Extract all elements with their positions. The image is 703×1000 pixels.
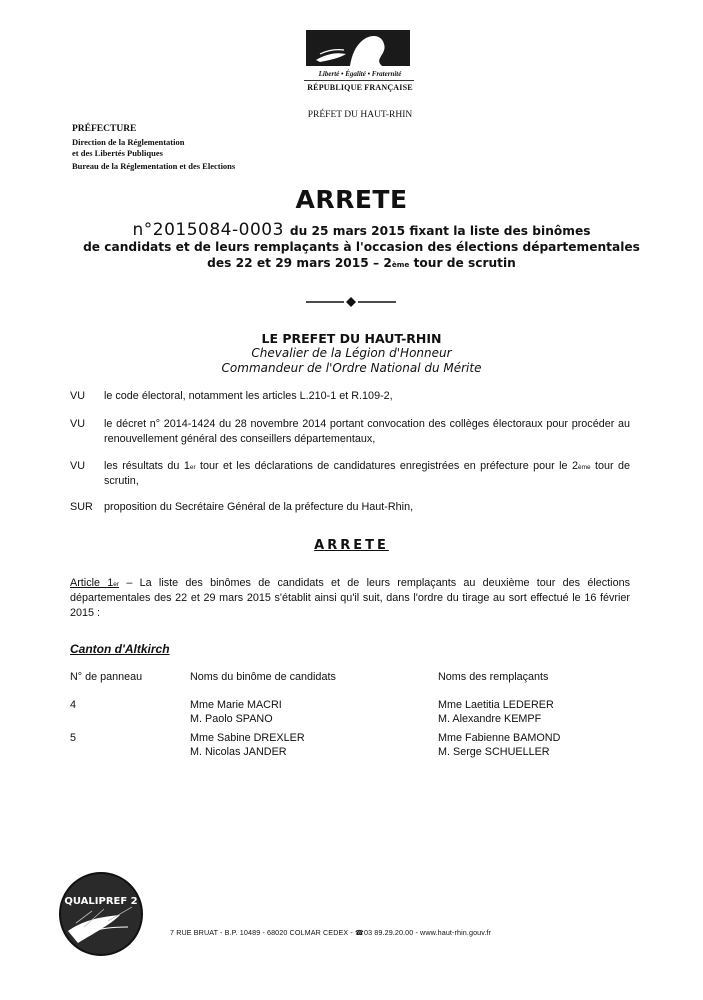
qualipref-logo xyxy=(58,871,144,957)
article-1 xyxy=(70,576,630,621)
subtitle-line-2: de candidats et de leurs remplaçants à l'occasion des élections départementales xyxy=(83,240,640,254)
consideration-item xyxy=(70,389,630,404)
substitute-name: M. Alexandre KEMPF xyxy=(438,713,542,725)
consideration-item xyxy=(70,459,630,489)
substitute-name: Mme Fabienne BAMOND xyxy=(438,732,561,744)
candidate-name: Mme Sabine DREXLER xyxy=(190,732,305,744)
document-title: ARRETE xyxy=(295,185,408,214)
prefet-header: PRÉFET DU HAUT-RHIN xyxy=(307,110,413,120)
signatory-titles xyxy=(0,346,703,376)
qualipref-text: QUALIPREF 2 xyxy=(64,896,138,907)
decree-number: n°2015084-0003 xyxy=(132,220,284,240)
substitute-name: M. Serge SCHUELLER xyxy=(438,746,550,758)
superscript: er xyxy=(113,581,120,588)
consideration-key: VU xyxy=(70,460,85,472)
subtitle-sup: ème xyxy=(391,260,410,269)
column-header-panel: N° de panneau xyxy=(70,671,143,683)
subtitle-line-3-post: tour de scrutin xyxy=(409,256,516,270)
candidate-name: M. Paolo SPANO xyxy=(190,713,273,725)
text-fragment: tour de scrutin, xyxy=(104,460,631,487)
consideration-text xyxy=(104,459,630,489)
signatory-title-1: Chevalier de la Légion d'Honneur xyxy=(251,346,452,360)
text-fragment: les résultats du 1 xyxy=(104,460,190,472)
consideration-text: proposition du Secrétaire Général de la préfecture du Haut-Rhin, xyxy=(104,501,414,513)
consideration-text: le décret n° 2014-1424 du 28 novembre 2014 portant convocation des collèges électoraux pour procéder au renouvellement général des conseillers départementaux, xyxy=(104,418,630,445)
subtitle-line-1: du 25 mars 2015 fixant la liste des binômes xyxy=(289,224,591,238)
column-header-candidates: Noms du binôme de candidats xyxy=(190,671,336,683)
marianne-emblem xyxy=(306,30,410,66)
superscript: ème xyxy=(577,464,591,471)
service-line: Direction de la Réglementation xyxy=(72,137,185,147)
candidate-names xyxy=(190,731,305,759)
candidate-names xyxy=(190,698,282,726)
issuing-service xyxy=(72,124,235,172)
text-fragment: tour et les déclarations de candidatures enregistrées en préfecture pour le 2 xyxy=(195,460,578,472)
substitute-names xyxy=(438,698,554,726)
panel-number: 4 xyxy=(70,699,77,711)
signatory-title-2: Commandeur de l'Ordre National du Mérite xyxy=(221,361,482,375)
consideration-key: SUR xyxy=(70,501,93,513)
marianne-logo xyxy=(300,28,424,100)
consideration-item xyxy=(70,500,630,515)
consideration-text: le code électoral, notamment les articles L.210-1 et R.109-2, xyxy=(104,390,393,402)
candidate-name: Mme Marie MACRI xyxy=(190,699,282,711)
canton-heading: Canton d'Altkirch xyxy=(70,642,170,656)
republique-francaise: RÉPUBLIQUE FRANÇAISE xyxy=(307,83,413,92)
document-subtitle xyxy=(60,222,663,271)
logo-divider xyxy=(304,80,414,81)
signatory-name: LE PREFET DU HAUT-RHIN xyxy=(261,331,442,346)
republic-motto: Liberté • Égalité • Fraternité xyxy=(318,70,402,78)
column-header-substitutes: Noms des remplaçants xyxy=(438,671,549,683)
consideration-key: VU xyxy=(70,390,85,402)
article-text: – La liste des binômes de candidats et de leurs remplaçants au deuxième tour des élections départementales des 22 et 29 mars 2015 s'établit ainsi qu'il suit, dans l'ordre du tirage au sort effectué le 16 février 2015 : xyxy=(70,577,630,619)
substitute-names xyxy=(438,731,560,759)
subtitle-line-3-pre: des 22 et 29 mars 2015 – 2 xyxy=(207,256,392,270)
ornament-divider xyxy=(306,297,396,307)
footer-address: 7 RUE BRUAT - B.P. 10489 - 68020 COLMAR CEDEX - ☎03 89.29.20.00 - www.haut-rhin.gouv.fr xyxy=(170,928,492,937)
article-label-text: Article 1 xyxy=(70,577,114,589)
service-line: PRÉFECTURE xyxy=(72,124,137,134)
consideration-key: VU xyxy=(70,418,85,430)
superscript: er xyxy=(189,464,196,471)
service-line: Bureau de la Réglementation et des Elections xyxy=(72,161,236,171)
candidate-name: M. Nicolas JANDER xyxy=(190,746,287,758)
article-label xyxy=(70,577,119,589)
arrete-heading: ARRETE xyxy=(314,538,389,553)
panel-number: 5 xyxy=(70,732,77,744)
consideration-item xyxy=(70,417,630,447)
service-line: et des Libertés Publiques xyxy=(72,148,163,158)
substitute-name: Mme Laetitia LEDERER xyxy=(438,699,554,711)
